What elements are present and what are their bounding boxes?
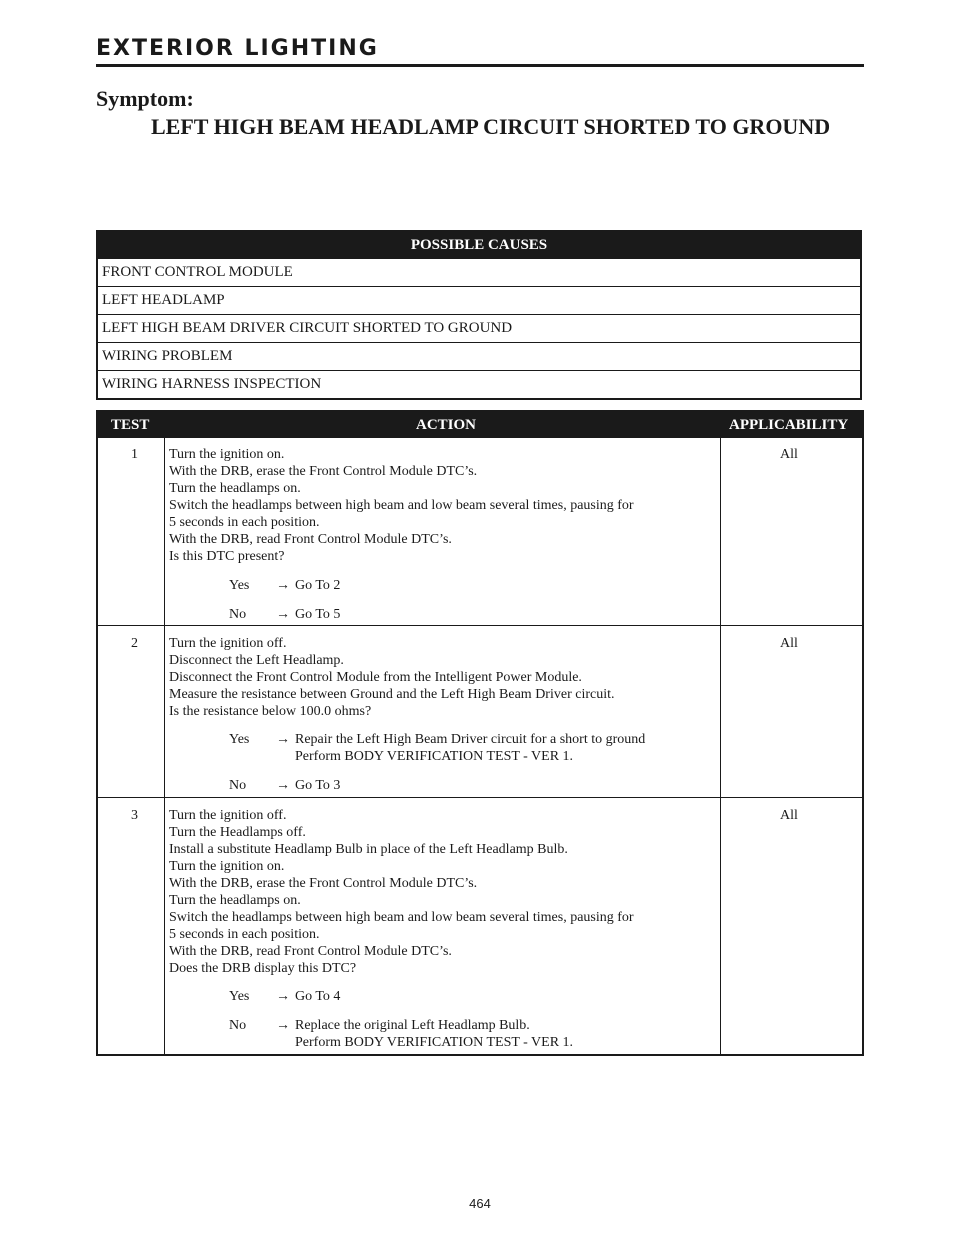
column-action: ACTION	[416, 417, 477, 433]
result-line: Repair the Left High Beam Driver circuit for a short to ground	[295, 732, 646, 747]
step-number: 3	[131, 808, 138, 823]
result-line: Replace the original Left Headlamp Bulb.	[295, 1018, 530, 1033]
action-line: Turn the headlamps on.	[169, 481, 301, 496]
answer-label: Yes	[229, 989, 250, 1004]
action-line: Does the DRB display this DTC?	[169, 961, 357, 976]
step-number: 1	[131, 447, 138, 462]
column-test: TEST	[111, 417, 150, 433]
column-divider	[720, 438, 721, 1054]
action-line: Measure the resistance between Ground and the Left High Beam Driver circuit.	[169, 687, 615, 702]
column-applicability: APPLICABILITY	[729, 417, 849, 433]
arrow-right-icon: →	[276, 989, 290, 1004]
action-line: Is the resistance below 100.0 ohms?	[169, 704, 372, 719]
action-line: Install a substitute Headlamp Bulb in place of the Left Headlamp Bulb.	[169, 842, 568, 857]
step-number: 2	[131, 636, 138, 651]
action-line: With the DRB, read Front Control Module DTC’s.	[169, 532, 452, 547]
cause-item: FRONT CONTROL MODULE	[98, 258, 860, 286]
page-number: 464	[469, 1196, 491, 1211]
action-line: Turn the ignition off.	[169, 808, 287, 823]
answer-result	[295, 988, 340, 1005]
possible-causes-heading: POSSIBLE CAUSES	[98, 232, 860, 258]
row-divider	[98, 625, 862, 626]
row-divider	[98, 797, 862, 798]
arrow-right-icon: →	[276, 607, 290, 622]
result-line: Go To 4	[295, 989, 341, 1004]
answer-label: Yes	[229, 732, 250, 747]
action-line: Disconnect the Left Headlamp.	[169, 653, 344, 668]
result-line: Perform BODY VERIFICATION TEST - VER 1.	[295, 749, 574, 764]
cause-item: LEFT HEADLAMP	[98, 286, 860, 314]
cause-item: LEFT HIGH BEAM DRIVER CIRCUIT SHORTED TO GROUND	[98, 314, 860, 342]
arrow-right-icon: →	[276, 778, 290, 793]
answer-result	[295, 577, 340, 594]
result-line: Go To 3	[295, 778, 341, 793]
answer-result	[295, 731, 645, 765]
column-divider	[164, 438, 165, 1054]
action-line: 5 seconds in each position.	[169, 927, 320, 942]
result-line: Perform BODY VERIFICATION TEST - VER 1.	[295, 1035, 574, 1050]
action-line: Turn the ignition off.	[169, 636, 287, 651]
cause-item: WIRING PROBLEM	[98, 342, 860, 370]
step-actions	[169, 807, 719, 977]
arrow-right-icon: →	[276, 732, 290, 747]
test-table-header	[98, 412, 862, 438]
answer-result	[295, 777, 340, 794]
answer-result	[295, 1017, 573, 1051]
test-procedure-table	[96, 410, 864, 1056]
action-line: With the DRB, read Front Control Module DTC’s.	[169, 944, 452, 959]
result-line: Go To 5	[295, 607, 341, 622]
action-line: 5 seconds in each position.	[169, 515, 320, 530]
step-applicability: All	[780, 636, 798, 651]
symptom-label: Symptom:	[96, 86, 194, 111]
possible-causes-table	[96, 230, 862, 400]
action-line: Switch the headlamps between high beam and low beam several times, pausing for	[169, 910, 634, 925]
cause-item: WIRING HARNESS INSPECTION	[98, 370, 860, 398]
action-line: With the DRB, erase the Front Control Module DTC’s.	[169, 464, 478, 479]
arrow-right-icon: →	[276, 1018, 290, 1033]
step-applicability: All	[780, 808, 798, 823]
answer-label: No	[229, 778, 247, 793]
action-line: Switch the headlamps between high beam and low beam several times, pausing for	[169, 498, 634, 513]
action-line: With the DRB, erase the Front Control Module DTC’s.	[169, 876, 478, 891]
step-actions	[169, 635, 719, 720]
action-line: Disconnect the Front Control Module from the Intelligent Power Module.	[169, 670, 582, 685]
section-header: EXTERIOR LIGHTING	[96, 36, 864, 67]
action-line: Turn the Headlamps off.	[169, 825, 306, 840]
arrow-right-icon: →	[276, 578, 290, 593]
action-line: Turn the headlamps on.	[169, 893, 301, 908]
action-line: Turn the ignition on.	[169, 447, 285, 462]
answer-label: Yes	[229, 578, 250, 593]
answer-label: No	[229, 607, 247, 622]
answer-result	[295, 606, 340, 623]
step-applicability: All	[780, 447, 798, 462]
symptom-title: LEFT HIGH BEAM HEADLAMP CIRCUIT SHORTED TO GROUND	[151, 114, 831, 139]
action-line: Turn the ignition on.	[169, 859, 285, 874]
result-line: Go To 2	[295, 578, 341, 593]
action-line: Is this DTC present?	[169, 549, 285, 564]
answer-label: No	[229, 1018, 247, 1033]
step-actions	[169, 446, 719, 565]
